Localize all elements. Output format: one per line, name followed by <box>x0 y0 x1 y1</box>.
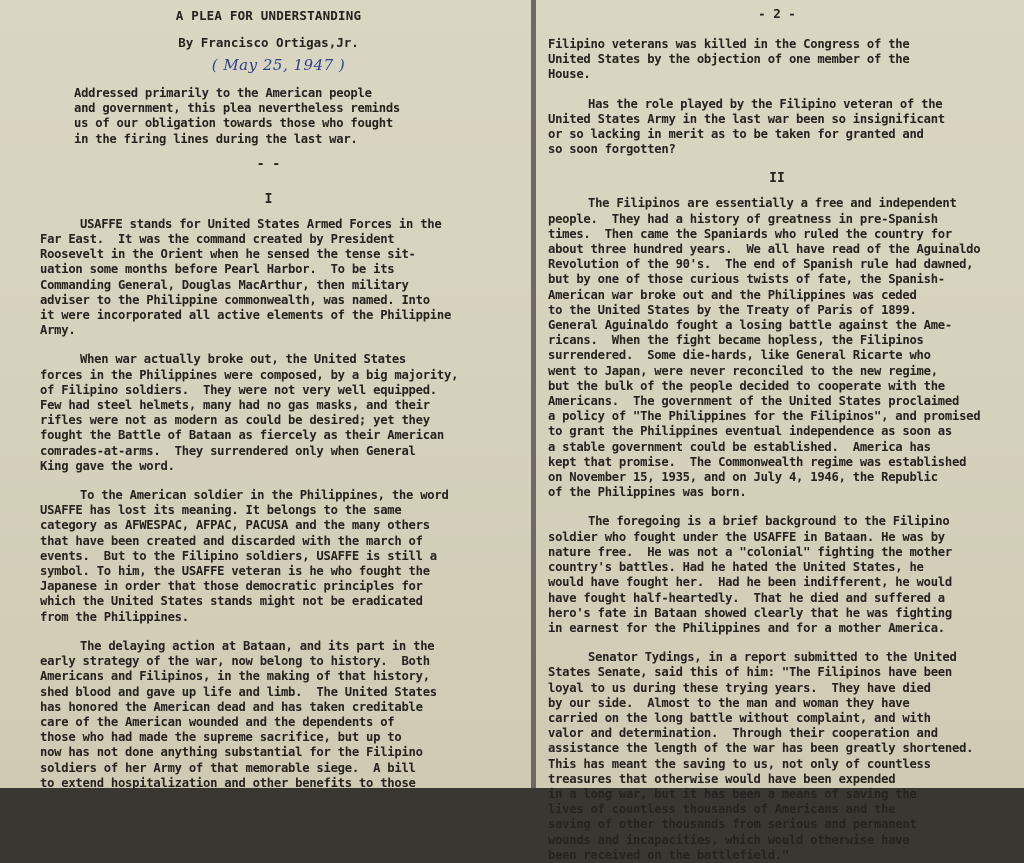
text-line: category as AFWESPAC, AFPAC, PACUSA and the many others <box>40 518 430 533</box>
text-line: but the bulk of the people decided to cooperate with the <box>548 378 945 393</box>
text-line: rifles were not as modern as could be desired; yet they <box>40 413 430 428</box>
text-line: Far East. It was the command created by President <box>40 232 395 247</box>
text-line: those who had made the supreme sacrifice, but up to <box>40 730 402 745</box>
text-line: kept that promise. The Commonwealth regime was established <box>548 454 967 469</box>
text-line: saving of other thousands from serious and permanent <box>548 817 917 832</box>
text-line: from the Philippines. <box>40 609 189 624</box>
paragraph <box>40 639 497 791</box>
section-heading: II <box>769 171 785 187</box>
text-line: shed blood and gave up life and limb. The United States <box>40 684 437 699</box>
text-line: The Filipinos are essentially a free and independent <box>588 196 957 211</box>
text-line: The delaying action at Bataan, and its part in the <box>80 638 435 653</box>
text-line: have fought half-heartedly. That he died and suffered a <box>548 590 945 605</box>
text-line: a stable government could be established. America has <box>548 439 931 454</box>
section-heading: I <box>264 191 273 207</box>
text-line: events. But to the Filipino soldiers, USAFFE is still a <box>40 548 437 563</box>
text-line: symbol. To him, the USAFFE veteran is he who fought the <box>40 564 430 579</box>
text-line: Commanding General, Douglas MacArthur, then military <box>40 277 409 292</box>
text-line: of Filipino soldiers. They were not very well equipped. <box>40 382 437 397</box>
text-line: ricans. When the fight became hopless, the Filipinos <box>548 333 924 348</box>
text-line: by our side. Almost to the man and woman they have <box>548 695 910 710</box>
note-line: in the firing lines during the last war. <box>74 131 358 146</box>
text-line: in earnest for the Philippines and for a mother America. <box>548 620 945 635</box>
text-line: forces in the Philippines were composed, by a big majority, <box>40 367 459 382</box>
text-line: times. Then came the Spaniards who ruled the country for <box>548 226 952 241</box>
text-line: United States by the objection of one member of the <box>548 52 910 67</box>
text-line: American war broke out and the Philippines was ceded <box>548 287 917 302</box>
text-line: Japanese in order that those democratic principles for <box>40 579 423 594</box>
text-line: of the Philippines was born. <box>548 485 747 500</box>
text-line: fought the Battle of Bataan as fiercely as their American <box>40 428 444 443</box>
text-line: or so lacking in merit as to be taken for granted and <box>548 127 924 142</box>
paragraph <box>40 352 497 474</box>
text-line: Filipino veterans was killed in the Congress of the <box>548 37 910 51</box>
text-line: hero's fate in Bataan showed clearly that he was fighting <box>548 605 952 620</box>
handwritten-date: ( May 25, 1947 ) <box>211 56 346 74</box>
text-line: United States Army in the last war been so insignificant <box>548 111 945 126</box>
text-line: uation some months before Pearl Harbor. To be its <box>40 262 395 277</box>
note-line: and government, this plea nevertheless reminds <box>74 101 401 116</box>
paragraph <box>548 650 1006 863</box>
text-line: Americans. The government of the United States proclaimed <box>548 394 960 409</box>
note-line: Addressed primarily to the American people <box>74 86 372 100</box>
text-line: to extend hospitalization and other benefits to those <box>40 775 416 790</box>
text-line: has honored the American dead and has taken creditable <box>40 699 423 714</box>
text-line: surrendered. Some die-hards, like General Ricarte who <box>548 348 931 363</box>
text-line: care of the American wounded and the dependents of <box>40 714 395 729</box>
text-line: General Aguinaldo fought a losing battle against the Ame- <box>548 318 952 333</box>
text-line: Few had steel helmets, many had no gas masks, and their <box>40 398 430 413</box>
text-line: which the United States stands might not be eradicated <box>40 594 423 609</box>
text-line: a policy of "The Philippines for the Filipinos", and promised <box>548 409 981 424</box>
text-line: soldiers of her Army of that memorable siege. A bill <box>40 760 416 775</box>
paragraph <box>548 97 1006 158</box>
text-line: adviser to the Philippine commonwealth, was named. Into <box>40 292 430 307</box>
text-line: nature free. He was not a "colonial" fighting the mother <box>548 544 952 559</box>
paragraph <box>548 37 1006 83</box>
text-line: to grant the Philippines eventual independence as soon as <box>548 424 952 439</box>
text-line: USAFFE has lost its meaning. It belongs to the same <box>40 503 402 518</box>
text-line: went to Japan, were never reconciled to the new regime, <box>548 363 938 378</box>
text-line: so soon forgotten? <box>548 142 676 157</box>
text-line: treasures that otherwise would have been expended <box>548 771 896 786</box>
text-line: This has meant the saving to us, not only of countless <box>548 756 931 771</box>
paragraph <box>548 196 1006 500</box>
text-line: valor and determination. Through their cooperation and <box>548 726 938 741</box>
text-line: assistance the length of the war has been greatly shortened. <box>548 741 974 756</box>
text-line: country's battles. Had he hated the United States, he <box>548 560 924 575</box>
text-line: King gave the word. <box>40 458 175 473</box>
text-line: Has the role played by the Filipino veteran of the <box>588 96 943 111</box>
text-line: people. They had a history of greatness in pre-Spanish <box>548 211 938 226</box>
text-line: would have fought her. Had he been indifferent, he would <box>548 575 952 590</box>
text-line: comrades-at-arms. They surrendered only when General <box>40 443 416 458</box>
text-line: carried on the long battle without complaint, and with <box>548 710 931 725</box>
text-line: USAFFE stands for United States Armed Forces in the <box>80 216 442 231</box>
text-line: Roosevelt in the Orient when he sensed the tense sit- <box>40 247 416 262</box>
text-line: Army. <box>40 323 76 338</box>
text-line: that have been created and discarded with the march of <box>40 533 423 548</box>
text-line: Revolution of the 90's. The end of Spanish rule had dawned, <box>548 257 974 272</box>
paragraph <box>40 217 497 339</box>
text-line: lives of countless thousands of Americans and the <box>548 802 896 817</box>
author-byline: By Francisco Ortigas,Jr. <box>178 35 359 50</box>
text-line: now has not done anything substantial for the Filipino <box>40 745 423 760</box>
text-line: The foregoing is a brief background to the Filipino <box>588 514 950 529</box>
document-page-2 <box>536 0 1024 862</box>
paragraph <box>40 488 497 625</box>
text-line: about three hundred years. We all have read of the Aguinaldo <box>548 242 981 257</box>
text-line: to the United States by the Treaty of Paris of 1899. <box>548 302 917 317</box>
text-line: Senator Tydings, in a report submitted to the United <box>588 650 957 665</box>
text-line: soldier who fought under the USAFFE in Bataan. He was by <box>548 529 945 544</box>
page-number: - 2 - <box>758 6 796 21</box>
text-line: in a long war, but it has been a means of saving the <box>548 786 917 801</box>
document-title: A PLEA FOR UNDERSTANDING <box>175 8 362 23</box>
text-line: on November 15, 1935, and on July 4, 1946, the Republic <box>548 470 938 485</box>
text-line: been received on the battlefield." <box>548 847 789 862</box>
text-line: it were incorporated all active elements of the Philippine <box>40 308 452 323</box>
text-line: House. <box>548 67 591 82</box>
text-line: early strategy of the war, now belong to history. Both <box>40 654 430 669</box>
text-line: When war actually broke out, the United States <box>80 352 407 367</box>
text-line: but by one of those curious twists of fate, the Spanish- <box>548 272 945 287</box>
text-line: Americans and Filipinos, in the making of that history, <box>40 669 430 684</box>
paragraph <box>548 514 1006 636</box>
text-line: loyal to us during these trying years. They have died <box>548 680 931 695</box>
document-page-1 <box>0 0 531 788</box>
separator: - - <box>256 156 281 172</box>
text-line: wounds and incapacities, which would otherwise have <box>548 832 910 847</box>
prefatory-note <box>74 86 497 147</box>
note-line: us of our obligation towards those who fought <box>74 116 393 131</box>
text-line: States Senate, said this of him: "The Filipinos have been <box>548 665 952 680</box>
text-line: To the American soldier in the Philippines, the word <box>80 488 449 503</box>
